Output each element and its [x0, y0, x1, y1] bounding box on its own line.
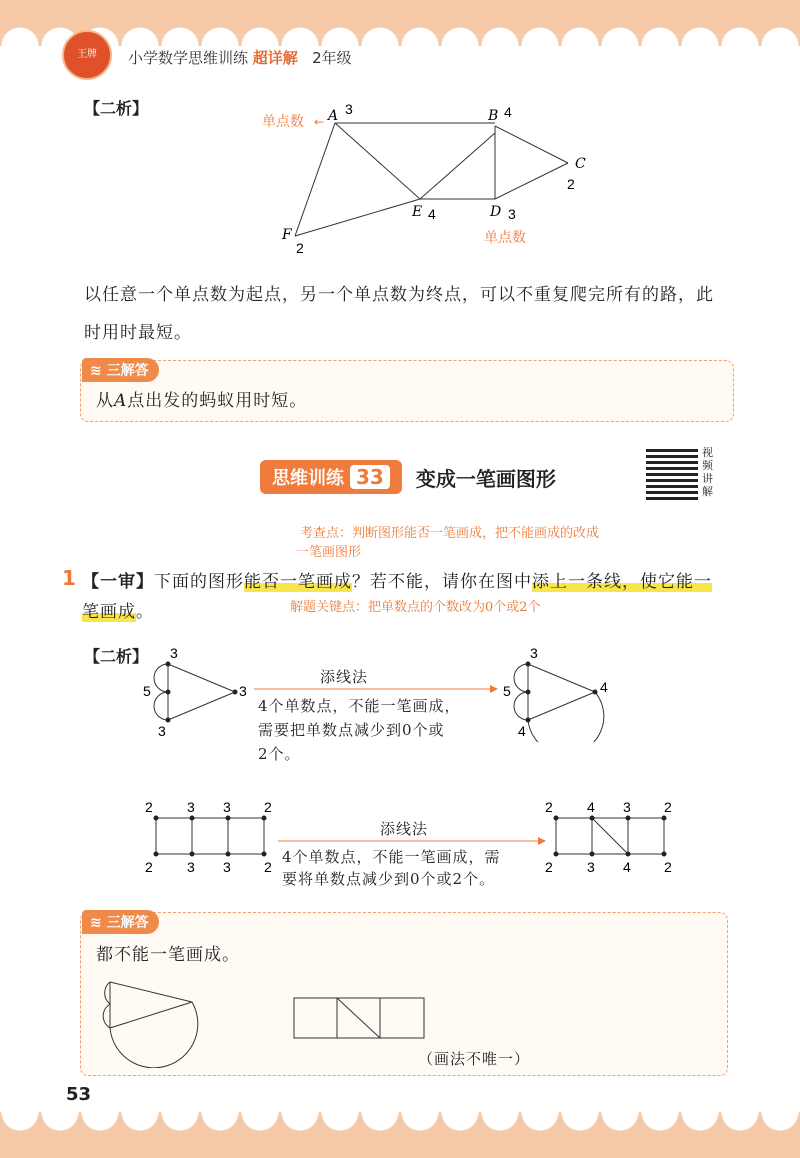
anno-key-point: 解题关键点：把单数点的个数改为0个或2个: [290, 600, 541, 615]
section-title: [260, 460, 556, 494]
fig2-arrow: [278, 836, 546, 846]
svg-text:5: 5: [143, 683, 151, 699]
section-heading: 变成一笔画图形: [415, 466, 556, 491]
answer-title-2: ≋ 三解答: [82, 910, 159, 934]
analysis-label-2: 【二析】: [84, 647, 149, 666]
vertex-D: D: [490, 204, 502, 220]
section-badge: 思维训练 33: [260, 460, 402, 494]
svg-text:3: 3: [187, 859, 195, 875]
vertex-A: A: [328, 108, 339, 124]
svg-text:2: 2: [664, 859, 672, 875]
edge-DC: [495, 163, 568, 199]
bottom-wave-band: [0, 1112, 800, 1158]
vertex-C: C: [575, 156, 586, 172]
svg-text:3: 3: [623, 799, 631, 815]
anno-exam-point-2: 一笔画图形: [296, 545, 362, 560]
fig2-desc: 4个单数点，不能一笔画成，需 要将单数点减少到0个或2个。: [282, 848, 501, 888]
deg-C: 2: [567, 176, 575, 192]
figure-1-left: [140, 646, 250, 736]
fig1-desc: 4个单数点，不能一笔画成， 需要把单数点减少到0个或 2个。: [258, 697, 461, 763]
figure-2-right: [540, 796, 680, 876]
svg-text:4: 4: [587, 799, 595, 815]
svg-text:4: 4: [623, 859, 631, 875]
svg-text:2: 2: [145, 799, 153, 815]
svg-text:2: 2: [264, 859, 272, 875]
edge-BC: [495, 126, 568, 163]
label-single-points-D: 单点数: [484, 230, 526, 246]
answer-title-1: ≋ 三解答: [82, 358, 159, 382]
svg-text:3: 3: [170, 646, 178, 661]
fig1-arrow: [254, 684, 498, 694]
arrow-A: ←: [314, 115, 325, 129]
anno-exam-point-1: 考查点：判断图形能否一笔画成，把不能画成的改成: [300, 526, 600, 541]
vertex-E: E: [412, 204, 423, 220]
qr-caption: 视频讲解: [702, 446, 713, 498]
answer-text-2: 都不能一笔画成。: [96, 945, 240, 965]
svg-text:3: 3: [239, 683, 247, 699]
svg-text:2: 2: [545, 859, 553, 875]
page-number: 53: [66, 1084, 92, 1105]
answer-note: （画法不唯一）: [418, 1050, 531, 1068]
figure-1-right: [500, 646, 620, 742]
fig1-method: 添线法: [320, 668, 369, 686]
edge-EB: [420, 133, 495, 199]
figure-2-left: [140, 796, 280, 876]
book-highlight: 超详解: [252, 49, 298, 67]
deg-A: 3: [345, 101, 353, 117]
deg-D: 3: [508, 206, 516, 222]
svg-text:3: 3: [158, 723, 166, 736]
explanation-line-2: 时用时最短。: [84, 323, 192, 343]
answer-text-1: 从A点出发的蚂蚁用时短。: [96, 391, 308, 411]
svg-text:3: 3: [223, 859, 231, 875]
svg-text:2: 2: [664, 799, 672, 815]
edge-FE: [295, 199, 423, 236]
svg-text:3: 3: [223, 799, 231, 815]
section-number: 33: [350, 465, 390, 489]
qr-code[interactable]: [646, 448, 698, 500]
svg-text:4: 4: [600, 679, 608, 695]
question-number: 1: [62, 566, 76, 590]
grade-label: 2年级: [312, 49, 352, 67]
svg-text:4: 4: [518, 723, 526, 739]
fig2-method: 添线法: [380, 820, 429, 838]
deg-E: 4: [428, 206, 436, 222]
svg-text:3: 3: [587, 859, 595, 875]
book-title: 小学数学思维训练: [128, 49, 249, 67]
svg-text:2: 2: [264, 799, 272, 815]
explanation-line-1: 以任意一个单点数为起点，另一个单点数为终点，可以不重复爬完所有的路，此: [84, 285, 714, 305]
book-logo: 王牌: [62, 30, 112, 80]
svg-text:5: 5: [503, 683, 511, 699]
analysis-label-1: 【二析】: [84, 99, 149, 118]
label-single-points-A: 单点数: [262, 114, 304, 130]
svg-text:2: 2: [145, 859, 153, 875]
svg-text:2: 2: [545, 799, 553, 815]
deg-F: 2: [296, 240, 304, 256]
vertex-B: B: [488, 108, 499, 124]
page-header: [128, 47, 352, 68]
answer-figure-1: [88, 968, 228, 1068]
edge-AF: [295, 123, 335, 236]
graph-figure: [250, 96, 610, 256]
explanation-text: [84, 276, 744, 352]
edge-AE: [335, 123, 420, 199]
vertex-F: F: [282, 227, 292, 243]
deg-B: 4: [504, 104, 512, 120]
top-wave-band: [0, 0, 800, 46]
question-text: 【一审】下面的图形能否一笔画成？若不能，请你在图中添上一条线，使它能一 笔画成。: [82, 572, 712, 622]
svg-text:3: 3: [530, 646, 538, 661]
answer-figure-2: [290, 994, 430, 1044]
svg-text:3: 3: [187, 799, 195, 815]
